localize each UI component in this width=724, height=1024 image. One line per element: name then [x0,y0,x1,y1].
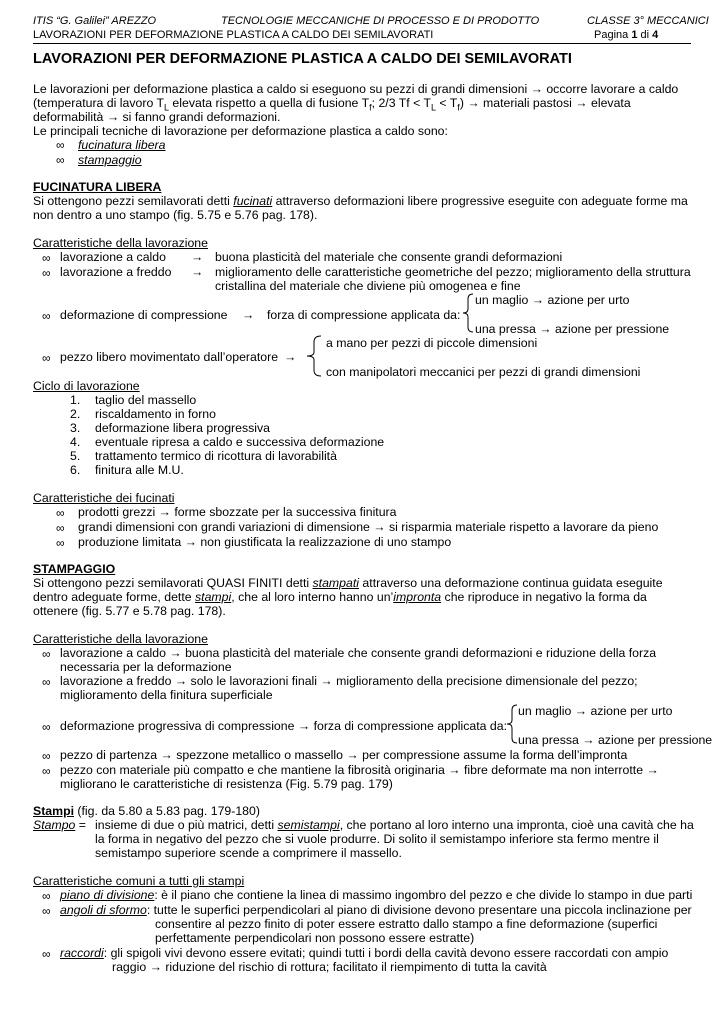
brace-icon [306,335,322,377]
stampaggio-car-2b: miglioramento della finitura superficiale [60,688,273,702]
ciclo-num: 5. [70,449,81,463]
stampaggio-p2: dentro adeguate forme, dette stampi, che al loro interno hanno un’impronta che riproduce in negativo la forma da [33,590,647,604]
intro-item-stampaggio: stampaggio [78,153,142,167]
car-text-freddo-2: cristallina del materiale che diviene più omogenea e fine [215,279,521,293]
car-label-compressione: deformazione di compressione [60,308,228,322]
bullet-icon: ∞ [42,351,51,365]
stampi-car-piano: piano di divisione: è il piano che contiene la linea di massimo ingombro del pezzo e che divide lo stampo in due parti [60,888,693,902]
stampaggio-car-3: deformazione progressiva di compressione → forza di compressione applicata da: [60,719,508,733]
ciclo-step: finitura alle M.U. [95,463,184,477]
stampi-heading: Stampi (fig. da 5.80 a 5.83 pag. 179-180) [33,804,260,818]
ciclo-num: 3. [70,421,81,435]
car-label-caldo: lavorazione a caldo [60,250,166,264]
car-label-freddo: lavorazione a freddo [60,265,172,279]
stampi-car-heading: Caratteristiche comuni a tutti gli stampi [33,874,245,888]
intro-line-1: Le lavorazioni per deformazione plastica a caldo si eseguono su pezzi di grandi dimensioni → occorre lavorare a caldo [33,82,679,96]
stampi-def-2: la forma in negativo del pezzo che si vuole produrre. Di solito il semistampo inferiore sta fermo mentre il [95,832,659,846]
bullet-icon: ∞ [42,647,51,661]
section-heading-fucinatura: FUCINATURA LIBERA [33,180,162,194]
car-text-caldo: buona plasticità del materiale che consente grandi deformazioni [215,250,563,264]
fucinati-item: produzione limitata → non giustificata la realizzazione di uno stampo [78,535,452,549]
fucinati-item: grandi dimensioni con grandi variazioni di dimensione → si risparmia materiale rispetto a lavorare da pieno [78,520,659,534]
bullet-icon: ∞ [56,153,65,167]
ciclo-num: 6. [70,463,81,477]
car-text-freddo: miglioramento delle caratteristiche geometriche del pezzo; miglioramento della struttura [215,265,691,279]
car4-option-mano: a mano per pezzi di piccole dimensioni [326,336,538,350]
stampi-def-1: insieme di due o più matrici, detti semistampi, che portano al loro interno una impronta, cioè una cavità che ha [95,818,694,832]
fucinati-heading: Caratteristiche dei fucinati [33,491,175,505]
header-rule [33,43,691,44]
stampaggio-p3: ottenere (fig. 5.77 e 5.78 pag. 178). [33,604,226,618]
intro-line-4: Le principali tecniche di lavorazione per deformazione plastica a caldo sono: [33,124,448,138]
stampaggio-car-4: pezzo di partenza → spezzone metallico o massello → per compressione assume la forma dell’impronta [60,748,628,762]
stampaggio-car-1: lavorazione a caldo → buona plasticità del materiale che consente grandi deformazioni e riduzione della forza [60,646,657,660]
ciclo-heading: Ciclo di lavorazione [33,379,140,393]
bullet-icon: ∞ [42,720,51,734]
bullet-icon: ∞ [42,904,51,918]
stampi-car-raccordi: raccordi: gli spigoli vivi devono essere evitati; quindi tutti i bordi della cavità devono essere raccordati con ampio [60,946,669,960]
ciclo-step: riscaldamento in forno [95,407,216,421]
bullet-icon: ∞ [42,675,51,689]
c3-option-pressa: una pressa → azione per pressione [518,733,713,747]
section-heading-stampaggio: STAMPAGGIO [33,562,116,576]
intro-item-fucinatura: fucinatura libera [78,138,166,152]
ciclo-num: 2. [70,407,81,421]
bullet-icon: ∞ [56,521,65,535]
stampaggio-p1: Si ottengono pezzi semilavorati QUASI FINITI detti stampati attraverso una deformazione continua guidata eseguite [33,576,663,590]
bullet-icon: ∞ [56,536,65,550]
stampaggio-car-5b: migliorano le caratteristiche di resistenza (Fig. 5.79 pag. 179) [60,777,393,791]
intro-line-2: (temperatura di lavoro $T_L$ elevata rispetto a quella di fusione $T_f$; 2/3 $Tf < T_L < T_f$) → materiali pastosi → elevata [33,96,631,113]
page-title: LAVORAZIONI PER DEFORMAZIONE PLASTICA A CALDO DEI SEMILAVORATI [33,51,572,67]
stampi-car-sformo-2: consentire al pezzo finito di poter essere estratto dallo stampo a fine deformazione (superfici [155,917,658,931]
bullet-icon: ∞ [42,749,51,763]
arrow-icon: → [242,308,255,322]
bullet-icon: ∞ [42,251,51,265]
intro-line-3: deformabilità → si fanno grandi deformazioni. [33,110,281,124]
stampaggio-car-5: pezzo con materiale più compatto e che mantiene la fibrosità originaria → fibre deformate ma non interrotte → [60,763,659,777]
ciclo-num: 4. [70,435,81,449]
ciclo-step: eventuale ripresa a caldo e successiva deformazione [95,435,385,449]
ciclo-step: deformazione libera progressiva [95,421,270,435]
arrow-icon: → [191,265,204,279]
bullet-icon: ∞ [42,309,51,323]
stampaggio-car-1b: necessaria per la deformazione [60,660,232,674]
page-number: Pagina 1 di 4 [594,29,659,41]
car-text-compressione: forza di compressione applicata da: [267,308,461,322]
stampi-def-3: semistampo superiore scende a comprimere il massello. [95,846,402,860]
ciclo-num: 1. [70,393,81,407]
stampi-def-label: Stampo = [33,818,86,832]
header-school: ITIS “G. Galilei” AREZZO [33,15,157,27]
car4-option-manipolatori: con manipolatori meccanici per pezzi di grandi dimensioni [326,365,641,379]
bullet-icon: ∞ [42,266,51,280]
ciclo-step: trattamento termico di ricottura di lavorabilità [95,449,337,463]
header-subtitle: LAVORAZIONI PER DEFORMAZIONE PLASTICA A CALDO DEI SEMILAVORATI [33,29,434,41]
car3-option-pressa: una pressa → azione per pressione [475,322,670,336]
car-label-movimentato: pezzo libero movimentato dall’operatore [60,350,279,364]
header-course: TECNOLOGIE MECCANICHE DI PROCESSO E DI PRODOTTO [221,15,540,27]
fucinatura-car-heading: Caratteristiche della lavorazione [33,236,208,250]
stampi-car-raccordi-2: raggio → riduzione del rischio di rottura; facilitato il riempimento di tutta la cavità [112,960,547,974]
fucinatura-p2: non dentro a uno stampo (fig. 5.75 e 5.76 pag. 178). [33,208,318,222]
ciclo-step: taglio del massello [95,393,197,407]
brace-icon [506,704,518,744]
stampi-car-sformo-3: perfettamente perpendicolari non possono essere estratte) [155,931,475,945]
stampaggio-car-heading: Caratteristiche della lavorazione [33,632,208,646]
brace-icon [462,293,474,333]
c3-option-maglio: un maglio → azione per urto [518,704,673,718]
bullet-icon: ∞ [56,138,65,152]
bullet-icon: ∞ [42,764,51,778]
bullet-icon: ∞ [56,506,65,520]
header-class: CLASSE 3° MECCANICI [587,15,709,27]
bullet-icon: ∞ [42,889,51,903]
fucinati-item: prodotti grezzi → forme sbozzate per la successiva finitura [78,505,397,519]
fucinatura-p1: Si ottengono pezzi semilavorati detti fucinati attraverso deformazioni libere progressive eseguite con adeguate forme ma [33,194,688,208]
stampaggio-car-2: lavorazione a freddo → solo le lavorazioni finali → miglioramento della precisione dimensionale del pezzo; [60,674,638,688]
arrow-icon: → [284,350,297,364]
stampi-car-sformo: angoli di sformo: tutte le superfici perpendicolari al piano di divisione devono presentare una piccola inclinazione per [60,903,692,917]
car3-option-maglio: un maglio → azione per urto [475,293,630,307]
arrow-icon: → [191,250,204,264]
bullet-icon: ∞ [42,947,51,961]
